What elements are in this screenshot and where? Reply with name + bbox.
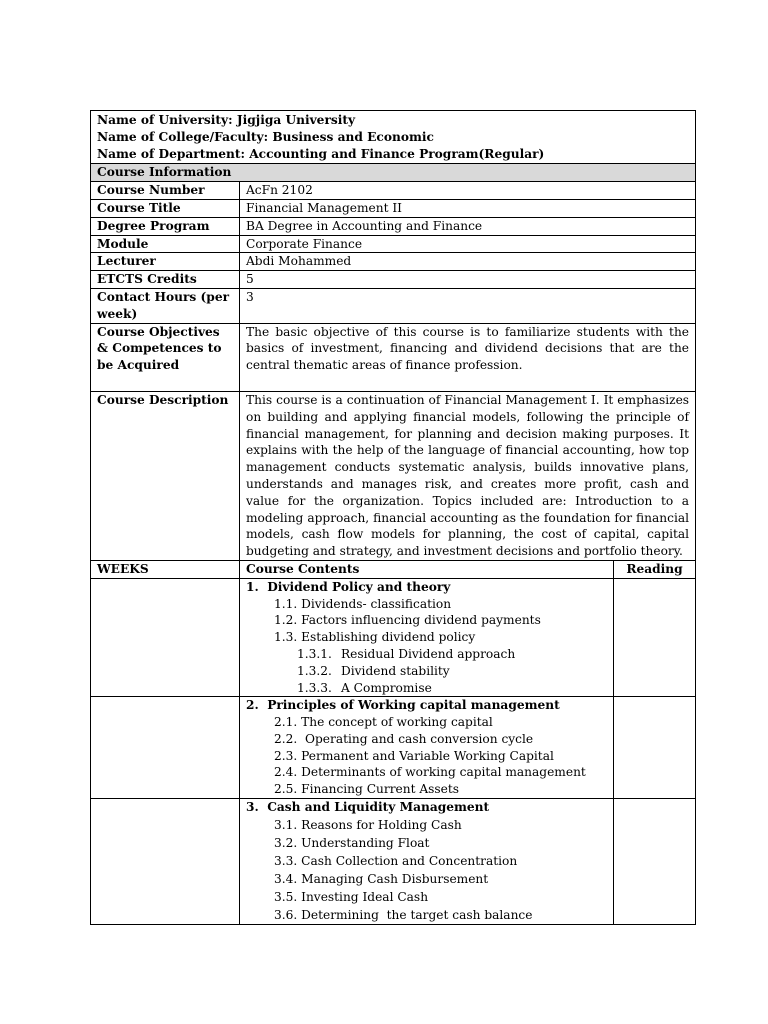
weeks-cell [91,697,240,799]
university-name: Name of University: Jigjiga University [97,113,356,127]
list-item: 3.4. Managing Cash Disbursement [274,871,489,886]
reading-cell [614,799,696,925]
info-row [91,235,696,253]
info-row [91,253,696,271]
list-item: 1.2. Factors influencing dividend payments [274,613,541,628]
objectives-label: Course Objectives & Competences to be Acquired [91,323,240,391]
info-label: ETCTS Credits [91,271,240,289]
column-header-row [91,560,696,578]
section-row [91,578,696,697]
info-value: Financial Management II [240,199,696,217]
contents-cell [240,697,614,799]
info-row [91,217,696,235]
reading-cell [614,578,696,697]
list-item: 3.1. Reasons for Holding Cash [274,817,462,832]
course-outline-table [90,110,696,925]
info-value: Abdi Mohammed [240,253,696,271]
list-item: 3.5. Investing Ideal Cash [274,889,429,904]
list-item: 2.5. Financing Current Assets [274,782,460,797]
description-row [91,391,696,560]
contents-header: Course Contents [240,560,614,578]
objectives-row [91,323,696,391]
list-item: 2.2. Operating and cash conversion cycle [274,731,534,746]
reading-header: Reading [614,560,696,578]
section-row [91,697,696,799]
section-row [91,799,696,925]
list-subitem: 1.3.3. A Compromise [297,680,432,695]
department-name: Name of Department: Accounting and Finance Program(Regular) [97,146,545,161]
list-subitem: 1.3.2. Dividend stability [297,663,450,678]
info-row [91,288,696,323]
info-value: 5 [240,271,696,289]
list-item: 1.3. Establishing dividend policy [274,630,476,645]
list-item: 2.1. The concept of working capital [274,715,493,730]
info-row [91,199,696,217]
description-label: Course Description [91,391,240,560]
objectives-text: The basic objective of this course is to familiarize students with the basics of investment, financing and dividend decisions that are the central thematic areas of finance profession. [240,323,696,391]
list-subitem: 1.3.1. Residual Dividend approach [297,646,516,661]
reading-cell [614,697,696,799]
course-info-heading: Course Information [91,164,696,182]
weeks-header: WEEKS [91,560,240,578]
list-item: 2.3. Permanent and Variable Working Capital [274,748,554,763]
info-label: Degree Program [91,217,240,235]
weeks-cell [91,799,240,925]
info-value: BA Degree in Accounting and Finance [240,217,696,235]
list-item: 3.6. Determining the target cash balance [274,907,533,922]
section-title: 2. Principles of Working capital management [246,698,560,713]
info-label: Course Number [91,182,240,200]
section-title: 3. Cash and Liquidity Management [246,800,490,815]
list-item: 3.2. Understanding Float [274,835,430,850]
contents-cell [240,578,614,697]
info-label: Contact Hours (per week) [91,288,240,323]
section-title: 1. Dividend Policy and theory [246,579,451,594]
info-label: Lecturer [91,253,240,271]
info-value: AcFn 2102 [240,182,696,200]
info-row [91,182,696,200]
description-text: This course is a continuation of Financial Management I. It emphasizes on building and applying financial models, following the principle of financial management, for planning and decision making purposes. It explains with the help of the language of financial accounting, how top management conducts systematic analysis, builds innovative plans, understands and manages risk, and creates more profit, cash and value for the organization. Topics included are: Introduction to a modeling approach, financial accounting as the foundation for financial models, cash flow models for planning, the cost of capital, capital budgeting and strategy, and investment decisions and portfolio theory. [240,391,696,560]
college-name: Name of College/Faculty: Business and Economic [97,129,434,144]
list-item: 2.4. Determinants of working capital management [274,765,586,780]
info-value: 3 [240,288,696,323]
list-item: 1.1. Dividends- classification [274,596,452,611]
info-label: Module [91,235,240,253]
header-row [91,111,696,164]
contents-cell [240,799,614,925]
info-row [91,271,696,289]
course-info-heading-row [91,164,696,182]
list-item: 3.3. Cash Collection and Concentration [274,853,518,868]
info-value: Corporate Finance [240,235,696,253]
info-label: Course Title [91,199,240,217]
weeks-cell [91,578,240,697]
